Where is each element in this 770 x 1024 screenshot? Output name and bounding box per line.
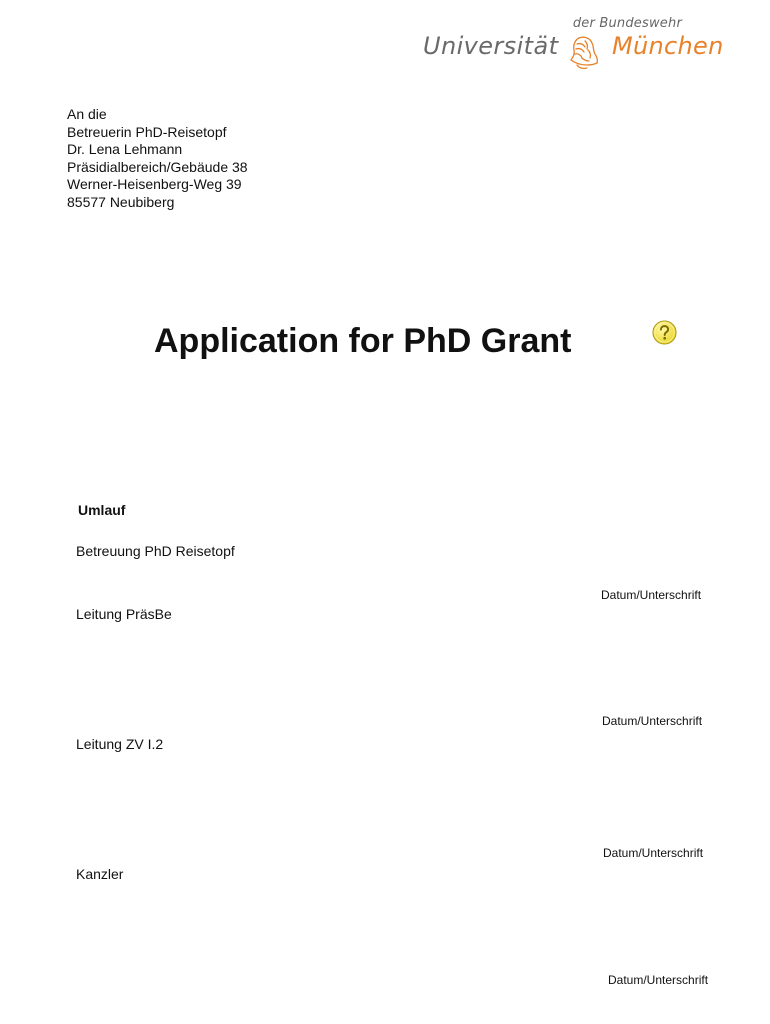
recipient-address (67, 106, 248, 212)
logo-subline: der Bundeswehr (572, 16, 682, 31)
logo-emblem-icon (565, 32, 605, 72)
circulation-role: Leitung PräsBe (76, 606, 172, 622)
address-line: Präsidialbereich/Gebäude 38 (67, 158, 248, 175)
address-line: An die (67, 106, 107, 122)
address-line: Betreuerin PhD-Reisetopf (67, 123, 227, 140)
signature-label: Datum/Unterschrift (602, 714, 703, 728)
circulation-role: Leitung ZV I.2 (76, 736, 164, 752)
address-line: Dr. Lena Lehmann (67, 141, 183, 158)
circulation-heading: Umlauf (78, 502, 126, 518)
signature-label: Datum/Unterschrift (608, 973, 709, 987)
logo-city-word: München (612, 32, 724, 60)
logo-university-word: Universität (423, 32, 559, 60)
address-line: Werner-Heisenberg-Weg 39 (67, 176, 242, 193)
document-title: Application for PhD Grant (154, 322, 572, 360)
address-line: 85577 Neubiberg (67, 193, 175, 210)
circulation-role: Kanzler (76, 866, 124, 882)
signature-label: Datum/Unterschrift (601, 588, 702, 602)
university-logo (420, 14, 740, 74)
question-mark-icon[interactable] (651, 319, 678, 346)
circulation-role: Betreuung PhD Reisetopf (76, 543, 235, 559)
signature-label: Datum/Unterschrift (603, 846, 704, 860)
